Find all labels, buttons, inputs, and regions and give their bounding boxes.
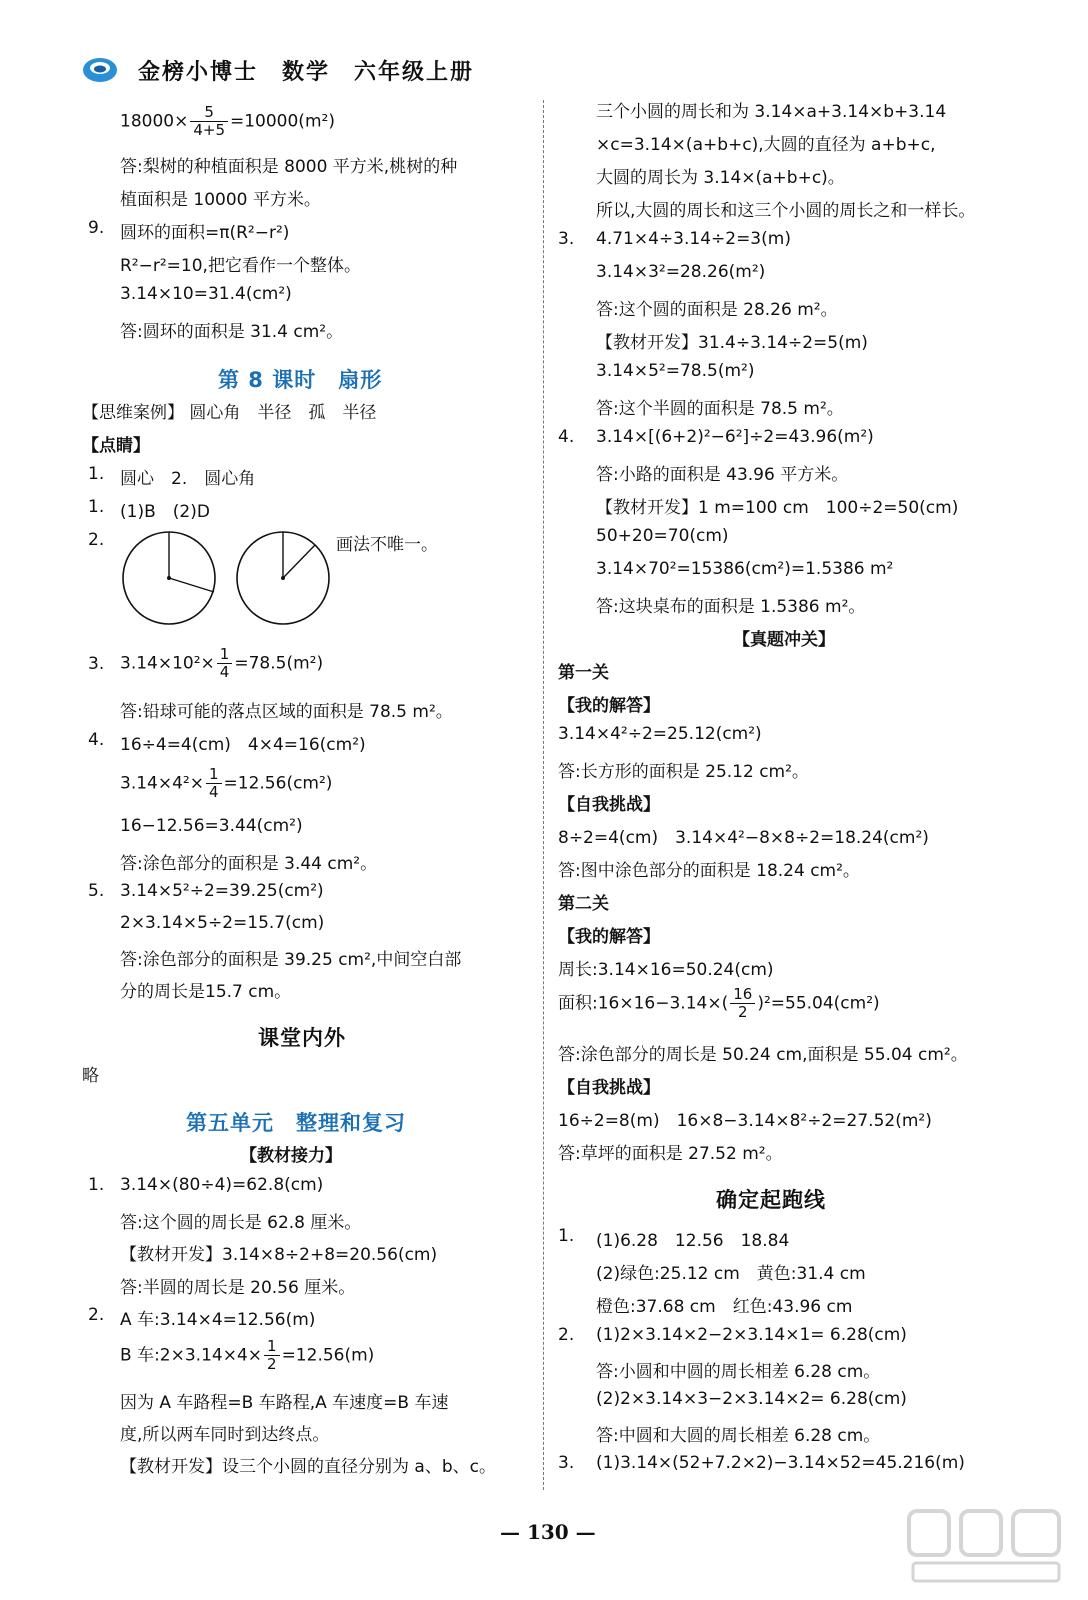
formula-text: 圆环的面积=π(R²−r²)	[120, 223, 290, 243]
numerator: 1	[206, 766, 222, 784]
formula-text: 【教材开发】1 m=100 cm 100÷2=50(cm)	[596, 498, 959, 518]
denominator: 4	[219, 663, 230, 681]
formula-text: 8÷2=4(cm) 3.14×4²−8×8÷2=18.24(cm²)	[558, 828, 929, 848]
unit-heading: 第五单元 整理和复习	[186, 1111, 406, 1135]
formula-text: =78.5(m²)	[234, 653, 324, 674]
watermark-logo-icon	[905, 1505, 1065, 1587]
answer-text: 答:涂色部分的周长是 50.24 cm,面积是 55.04 cm²。	[558, 1045, 968, 1065]
answer-text: 圆心 2. 圆心角	[120, 469, 256, 489]
note-text: 画法不唯一。	[336, 535, 438, 555]
fraction	[730, 986, 755, 1021]
formula-text: 3.14×10=31.4(cm²)	[120, 284, 292, 304]
answer-text: 答:圆环的面积是 31.4 cm²。	[120, 322, 344, 342]
formula-text: =12.56(cm²)	[223, 773, 333, 794]
formula-text: 3.14×10²×	[120, 653, 215, 674]
numerator: 1	[217, 646, 233, 664]
answer-text: 答:这块桌布的面积是 1.5386 m²。	[596, 597, 866, 617]
denominator: 4+5	[193, 121, 225, 139]
question-number: 4.	[558, 427, 575, 447]
section-label: 【点睛】	[82, 436, 150, 456]
fraction	[206, 766, 222, 801]
page-number: — 130 —	[500, 1520, 596, 1544]
fraction	[264, 1338, 280, 1373]
lesson-heading: 第 8 课时 扇形	[218, 368, 383, 392]
fraction	[190, 104, 228, 139]
answer-text: 答:这个半圆的面积是 78.5 m²。	[596, 399, 844, 419]
answer-text: 答:图中涂色部分的面积是 18.24 cm²。	[558, 861, 860, 881]
answer-text: 【教材开发】设三个小圆的直径分别为 a、b、c。	[120, 1457, 496, 1477]
section-label: 【教材接力】	[240, 1146, 342, 1166]
question-number: 5.	[88, 881, 105, 901]
formula-line	[558, 986, 880, 1021]
answer-text: (1)6.28 12.56 18.84	[596, 1231, 790, 1251]
formula-text: =12.56(m)	[281, 1345, 375, 1366]
question-number: 2.	[88, 530, 105, 550]
book-title: 金榜小博士 数学 六年级上册	[138, 59, 475, 85]
formula-line	[120, 104, 335, 139]
answer-text: ×c=3.14×(a+b+c),大圆的直径为 a+b+c,	[596, 135, 936, 155]
formula-text: 【教材开发】31.4÷3.14÷2=5(m)	[596, 333, 868, 353]
answer-text: 答:这个圆的面积是 28.26 m²。	[596, 300, 838, 320]
column-divider	[543, 100, 544, 1490]
answer-text: 大圆的周长为 3.14×(a+b+c)。	[596, 168, 845, 188]
numerator: 5	[190, 104, 228, 122]
section-label: 【思维案例】 圆心角 半径 孤 半径	[82, 403, 377, 423]
numerator: 16	[730, 986, 755, 1004]
answer-text: 橙色:37.68 cm 红色:43.96 cm	[596, 1297, 853, 1317]
formula-text: (1)3.14×(52+7.2×2)−3.14×52=45.216(m)	[596, 1453, 965, 1473]
question-number: 4.	[88, 730, 105, 750]
fraction	[217, 646, 233, 681]
formula-text: 3.14×5²÷2=39.25(cm²)	[120, 881, 324, 901]
formula-text: 周长:3.14×16=50.24(cm)	[558, 960, 774, 980]
sector-diagram	[120, 530, 340, 626]
formula-text: 面积:16×16−3.14×(	[558, 993, 729, 1014]
formula-text: 2×3.14×5÷2=15.7(cm)	[120, 913, 325, 933]
answer-text: 答:小圆和中圆的周长相差 6.28 cm。	[596, 1362, 881, 1382]
formula-text: 【教材开发】3.14×8÷2+8=20.56(cm)	[120, 1245, 438, 1265]
formula-text: 3.14×[(6+2)²−6²]÷2=43.96(m²)	[596, 427, 874, 447]
formula-text: (2)2×3.14×3−2×3.14×2= 6.28(cm)	[596, 1389, 907, 1409]
answer-text: 答:中圆和大圆的周长相差 6.28 cm。	[596, 1426, 881, 1446]
denominator: 4	[208, 783, 219, 801]
formula-text: 16÷4=4(cm) 4×4=16(cm²)	[120, 735, 366, 755]
question-number: 3.	[558, 229, 575, 249]
formula-text: R²−r²=10,把它看作一个整体。	[120, 256, 361, 276]
section-label: 【我的解答】	[558, 927, 660, 947]
formula-line	[120, 1338, 374, 1373]
question-number: 9.	[88, 218, 105, 238]
section-heading: 课堂内外	[258, 1026, 346, 1050]
answer-text: 答:涂色部分的面积是 39.25 cm²,中间空白部	[120, 950, 462, 970]
book-logo-icon	[82, 56, 118, 84]
answer-text: 答:梨树的种植面积是 8000 平方米,桃树的种	[120, 157, 458, 177]
formula-text: 50+20=70(cm)	[596, 526, 729, 546]
formula-line	[120, 766, 332, 801]
section-label: 【自我挑战】	[558, 795, 660, 815]
question-number: 1.	[88, 497, 105, 517]
answer-text: 答:铅球可能的落点区域的面积是 78.5 m²。	[120, 702, 453, 722]
answer-text: 答:长方形的面积是 25.12 cm²。	[558, 762, 809, 782]
formula-text: (1)2×3.14×2−2×3.14×1= 6.28(cm)	[596, 1325, 907, 1345]
section-label: 【我的解答】	[558, 696, 660, 716]
formula-line	[120, 646, 323, 681]
answer-text: 因为 A 车路程=B 车路程,A 车速度=B 车速	[120, 1393, 449, 1413]
question-number: 2.	[88, 1305, 105, 1325]
answer-text: 答:小路的面积是 43.96 平方米。	[596, 465, 849, 485]
level-label: 第二关	[558, 894, 609, 914]
formula-text: 3.14×5²=78.5(m²)	[596, 361, 755, 381]
formula-text: =10000(m²)	[229, 111, 335, 132]
denominator: 2	[737, 1003, 748, 1021]
formula-text: 16÷2=8(m) 16×8−3.14×8²÷2=27.52(m²)	[558, 1111, 932, 1131]
question-number: 1.	[558, 1226, 575, 1246]
formula-text: 3.14×(80÷4)=62.8(cm)	[120, 1175, 324, 1195]
formula-text: 4.71×4÷3.14÷2=3(m)	[596, 229, 791, 249]
answer-text: 答:草坪的面积是 27.52 m²。	[558, 1144, 783, 1164]
denominator: 2	[267, 1355, 277, 1373]
question-number: 3.	[88, 654, 105, 674]
question-number: 2.	[558, 1325, 575, 1345]
numerator: 1	[264, 1338, 280, 1356]
answer-text: 度,所以两车同时到达终点。	[120, 1425, 330, 1445]
answer-text: 答:半圆的周长是 20.56 厘米。	[120, 1278, 356, 1298]
answer-text: 三个小圆的周长和为 3.14×a+3.14×b+3.14	[596, 102, 947, 122]
question-number: 1.	[88, 464, 105, 484]
formula-text: 3.14×4²÷2=25.12(cm²)	[558, 724, 762, 744]
answer-text: 植面积是 10000 平方米。	[120, 190, 321, 210]
page-header	[82, 52, 474, 88]
formula-text: A 车:3.14×4=12.56(m)	[120, 1310, 316, 1330]
answer-text: (1)B (2)D	[120, 502, 210, 522]
formula-text: 3.14×3²=28.26(m²)	[596, 262, 766, 282]
section-label: 【自我挑战】	[558, 1078, 660, 1098]
section-heading: 确定起跑线	[716, 1188, 826, 1212]
answer-text: (2)绿色:25.12 cm 黄色:31.4 cm	[596, 1264, 866, 1284]
formula-text: B 车:2×3.14×4×	[120, 1345, 263, 1366]
formula-text: 3.14×4²×	[120, 773, 204, 794]
formula-text: 18000×	[120, 111, 189, 132]
formula-text: 3.14×70²=15386(cm²)=1.5386 m²	[596, 559, 894, 579]
question-number: 1.	[88, 1175, 105, 1195]
answer-text: 答:这个圆的周长是 62.8 厘米。	[120, 1213, 362, 1233]
answer-text: 分的周长是15.7 cm。	[120, 982, 292, 1002]
section-label: 【真题冲关】	[733, 630, 835, 650]
question-number: 3.	[558, 1453, 575, 1473]
level-label: 第一关	[558, 663, 609, 683]
formula-text: 16−12.56=3.44(cm²)	[120, 816, 303, 836]
answer-text: 所以,大圆的周长和这三个小圆的周长之和一样长。	[596, 201, 976, 221]
answer-text: 略	[82, 1066, 99, 1086]
answer-text: 答:涂色部分的面积是 3.44 cm²。	[120, 854, 378, 874]
formula-text: )²=55.04(cm²)	[757, 993, 880, 1014]
